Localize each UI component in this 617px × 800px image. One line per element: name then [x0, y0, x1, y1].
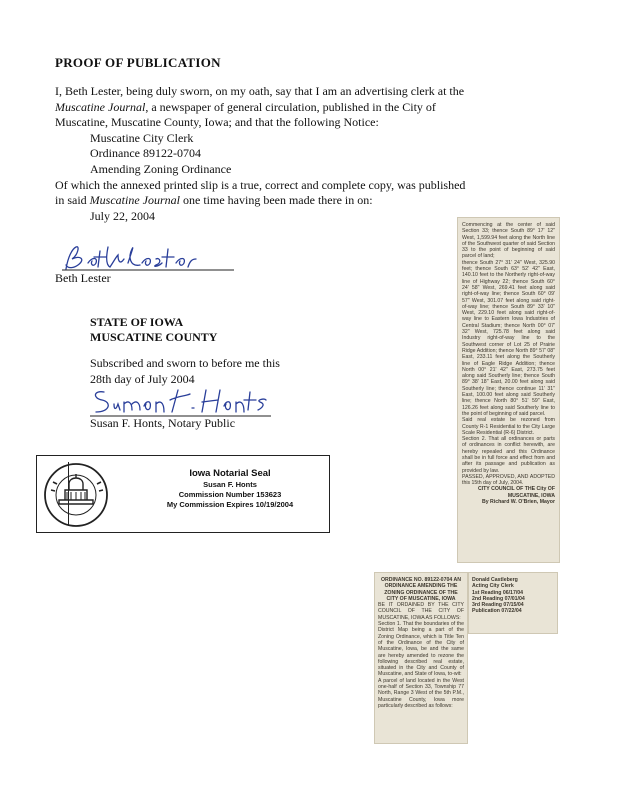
notarial-seal-emblem — [41, 460, 111, 535]
newspaper-clipping-ordinance — [374, 572, 468, 744]
clipping-paragraph: Commencing at the center of said Section 33; thence South 89° 17' 12" West, 1,599.94 feet along the North line of the Southwest quarter of said Section 33 to the point of beginning of said parcel of land; — [462, 222, 555, 260]
newspaper-name: Muscatine Journal — [55, 99, 146, 114]
clipping-line: 3rd Reading 07/15/04 — [472, 602, 524, 609]
clipping-line: Acting City Clerk — [472, 583, 514, 590]
newspaper-clipping-readings — [468, 572, 558, 634]
seal-expires: My Commission Expires 10/19/2004 — [166, 500, 294, 509]
newspaper-name: Muscatine Journal — [89, 193, 180, 208]
clipping-line: 2nd Reading 07/01/04 — [472, 595, 525, 602]
newspaper-clipping-main — [457, 217, 560, 563]
jurat — [90, 356, 280, 387]
seal-text — [137, 468, 323, 510]
clipping-body: A parcel of land located in the West one-half of Section 33, Township 77 North, Range 3 West of the 5th P.M., Muscatine County, Iowa more particularly described as follows: — [378, 677, 464, 709]
notarial-seal-stamp — [36, 455, 330, 533]
clipping-paragraph: Section 2. That all ordinances or parts of ordinances in conflict herewith, are hereby repealed and this Ordinance shall be in full force and effect from and after its passage and publication as provided by law. — [462, 436, 555, 474]
seal-title: Iowa Notarial Seal — [189, 468, 271, 479]
clipping-body: Section 1. That the boundaries of the District Map being a part of the Zoning Ordinance, which is Title Ten of the Ordinance of the City of Muscatine, Iowa, be and the same are hereby amended to rezone the following described real estate, situated in the City and County of Muscatine, and State of Iowa, to-wit: — [378, 621, 464, 678]
clipping-enacted: BE IT ORDAINED BY THE CITY COUNCIL OF THE CITY OF MUSCATINE, IOWA AS FOLLOWS: — [378, 602, 464, 621]
publish-date: July 22, 2004 — [90, 208, 156, 223]
clipping-line: 1st Reading 06/17/04 — [472, 589, 524, 596]
seal-name: Susan F. Honts — [203, 480, 257, 489]
annexed-line-1: Of which the annexed printed slip is a true, correct and complete copy, was published — [55, 177, 466, 192]
venue-block — [90, 315, 217, 345]
notary-name: Susan F. Honts, Notary Public — [90, 416, 236, 430]
county-line: MUSCATINE COUNTY — [90, 330, 218, 344]
affidavit-body — [55, 84, 485, 224]
notice-line: Ordinance 89122-0704 — [90, 146, 201, 161]
clipping-paragraph: Said real estate be rezoned from County R-1 Residential to the City Large Scale Residential (R-6) District. — [462, 417, 555, 436]
clipping-title: ORDINANCE NO. 89122-0704 AN ORDINANCE AMENDING THE ZONING ORDINANCE OF THE CITY OF MUSCATINE, IOWA — [381, 577, 461, 602]
clipping-line: Publication 07/22/04 — [472, 608, 522, 615]
sworn-line: Subscribed and sworn to before me this — [90, 356, 280, 370]
clipping-mayor: By Richard W. O'Brien, Mayor — [481, 499, 555, 506]
clipping-line: Donald Castleberg — [472, 577, 518, 583]
clipping-council: CITY COUNCIL OF THE City OF MUSCATINE, IOWA — [477, 486, 555, 499]
seal-commission: Commission Number 153623 — [178, 490, 282, 499]
state-line: STATE OF IOWA — [90, 315, 184, 329]
notice-line: Amending Zoning Ordinance — [90, 161, 232, 176]
page-title: PROOF OF PUBLICATION — [55, 55, 221, 70]
intro-line-3: Muscatine, Muscatine County, Iowa; and that the following Notice: — [55, 115, 379, 130]
intro-line-1: I, Beth Lester, being duly sworn, on my oath, say that I am an advertising clerk at the — [55, 84, 465, 98]
sworn-date: 28th day of July 2004 — [90, 371, 195, 386]
clipping-paragraph: thence South 27° 31' 24" West, 325.90 feet; thence South 63° 52' 42" East, 140.10 feet to the Northerly right-of-way line of Highway 22; thence South 60° 24' 58" West, 269.41 feet along said right-of-way line; thence South 60° 09' 57" West, 301.07 feet along said right-of-way line; thence South 89° 33' 10" West, 229.10 feet along said right-of-way line to Eastern Iowa Industries of Central Stadium; thence North 00° 07' 32" West, 725.78 feet along said Industry right-of-way line to the Southwest corner of Lot 25 of Prairie Ridge Addition; thence North 89° 57' 08" East, 233.11 feet along the Southerly line of Eagle Ridge Addition; thence North 00° 21' 42" East, 273.75 feet along said Southerly line; thence South 89° 38' 18" East, 20.00 feet along said Southerly line; thence continue 11' 31" East, 100.00 feet along said Southerly line; thence North 80° 51' 59" East, 126.26 feet along said Southerly line to the point of beginning of said parcel. — [462, 259, 555, 417]
intro-line-2: Muscatine Journal, a newspaper of general circulation, published in the City of — [55, 99, 436, 114]
clipping-paragraph: PASSED, APPROVED, AND ADOPTED this 15th day of July, 2004. — [462, 473, 555, 487]
seal-divider — [68, 462, 69, 526]
notice-line: Muscatine City Clerk — [90, 130, 194, 145]
signer-name: Beth Lester — [55, 271, 111, 285]
annexed-line-2: in said Muscatine Journal one time having been made there in on: — [55, 193, 373, 208]
